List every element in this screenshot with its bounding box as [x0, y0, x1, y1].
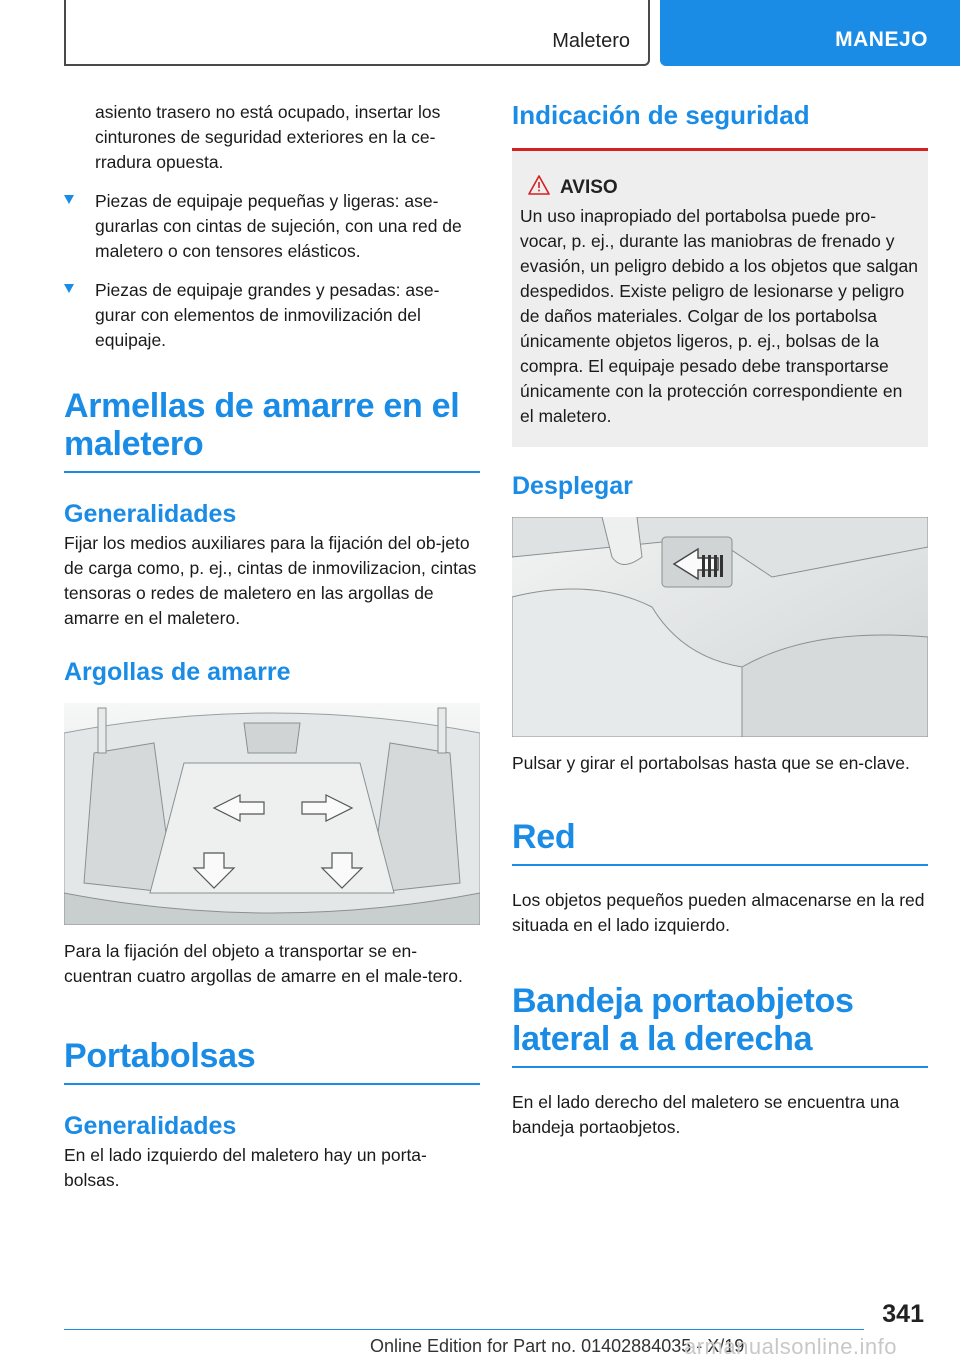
heading-armellas: Armellas de amarre en el maletero [64, 387, 460, 463]
heading-rule [512, 864, 928, 866]
right-column [512, 100, 928, 1140]
header-chapter-tab [660, 0, 960, 66]
footer-rule [64, 1329, 864, 1330]
bandeja-text: En el lado derecho del maletero se encuentra una bandeja portaobjetos. [512, 1092, 900, 1137]
bullet-triangle-icon [64, 284, 74, 293]
header-section-title: Maletero [552, 30, 630, 52]
red-text: Los objetos pequeños pueden almacenarse en la red situada en el lado izquierdo. [512, 890, 925, 935]
page-number: 341 [882, 1300, 924, 1328]
heading-red: Red [512, 818, 576, 856]
warning-title: AVISO [560, 176, 618, 198]
heading-generalidades-2: Generalidades [64, 1112, 237, 1140]
bullet-triangle-icon [64, 195, 74, 204]
list-item: Piezas de equipaje grandes y pesadas: ase-gurar con elementos de inmovilización del equipaje. [64, 278, 480, 353]
portabolsas-text: En el lado izquierdo del maletero hay un porta-bolsas. [64, 1145, 427, 1190]
header-section-tab [64, 0, 650, 66]
heading-seguridad: Indicación de seguridad [512, 100, 810, 130]
footer-watermark: armanualsonline.info [684, 1334, 898, 1359]
bullet-list [64, 189, 480, 353]
list-item: Piezas de equipaje pequeñas y ligeras: ase-gurarlas con cintas de sujeción, con una red de maletero o con tensores elásticos. [64, 189, 480, 264]
left-column [64, 100, 480, 1193]
footer-edition: Online Edition for Part no. 01402884035 - X/19 [370, 1336, 745, 1356]
heading-argollas: Argollas de amarre [64, 658, 291, 686]
header-chapter-title: MANEJO [835, 28, 928, 51]
heading-rule [64, 1083, 480, 1085]
heading-portabolsas: Portabolsas [64, 1037, 256, 1075]
heading-generalidades: Generalidades [64, 500, 237, 528]
trunk-lashing-eyes-image [64, 703, 480, 925]
intro-text: asiento trasero no está ocupado, insertar los cinturones de seguridad exteriores en la ce-rradura opuesta. [95, 102, 441, 172]
heading-rule [64, 471, 480, 473]
heading-rule [512, 1066, 928, 1068]
heading-bandeja: Bandeja portaobjetos lateral a la derecha [512, 982, 854, 1058]
bag-hook-image [512, 517, 928, 737]
warning-box [512, 148, 928, 447]
warning-text: Un uso inapropiado del portabolsa puede pro-vocar, p. ej., durante las maniobras de frenado y evasión, un peligro debido a los objetos que salgan despedidos. Existe peligro de lesionarse y peligro de daños materiales. Colgar de los portabolsa únicamente objetos ligeros, p. ej., bolsas de la compra. El equipaje pesado debe transportarse únicamente con la protección correspondiente en el maletero. [520, 206, 918, 426]
heading-desplegar: Desplegar [512, 472, 633, 500]
desplegar-text: Pulsar y girar el portabolsas hasta que se en-clave. [512, 753, 910, 773]
argollas-text: Para la fijación del objeto a transportar se en-cuentran cuatro argollas de amarre en el male-tero. [64, 941, 463, 986]
warning-triangle-icon [528, 175, 550, 200]
generalidades-text: Fijar los medios auxiliares para la fijación del ob-jeto de carga como, p. ej., cintas de inmovilizacion, cintas tensoras o redes de maletero en las argollas de amarre en el maletero. [64, 533, 477, 628]
